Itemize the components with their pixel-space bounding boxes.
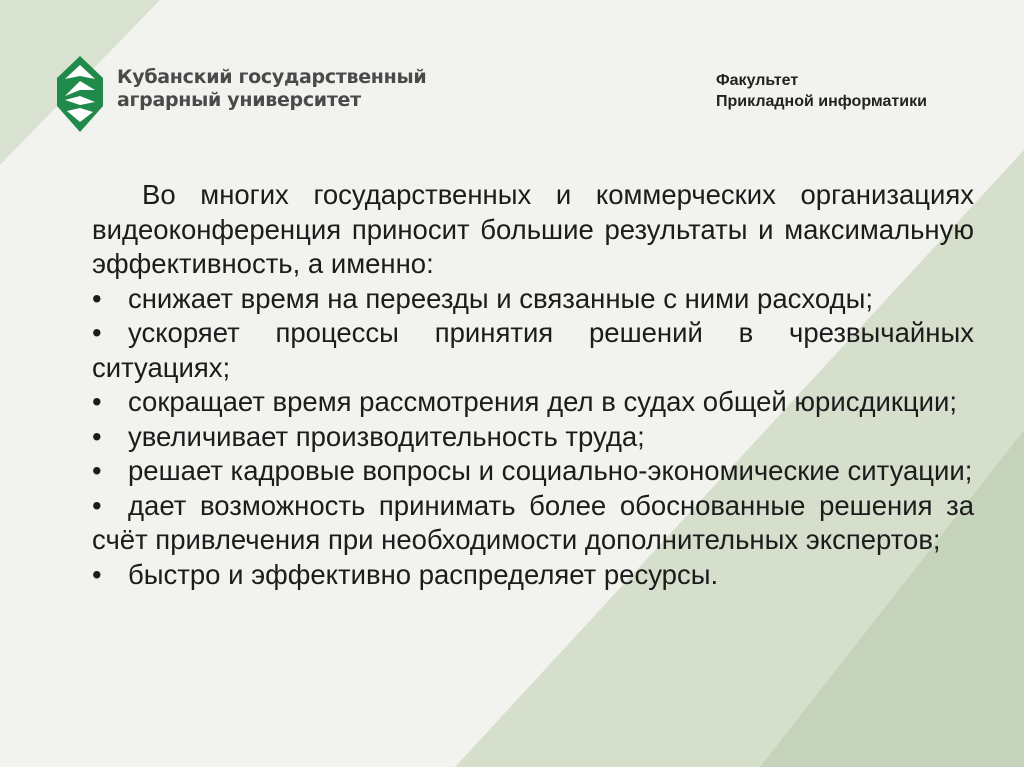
faculty-line1: Факультет	[716, 72, 799, 89]
list-item	[92, 489, 974, 558]
university-name-line1: Кубанский государственный	[117, 66, 427, 88]
bullet-marker: •	[92, 558, 102, 590]
list-item-text: решает кадровые вопросы и социально-экономические ситуации;	[128, 455, 973, 486]
faculty-line2: Прикладной информатики	[716, 93, 927, 110]
list-item	[92, 454, 974, 489]
list-item-text: быстро и эффективно распределяет ресурсы.	[128, 558, 719, 590]
faculty-name	[716, 70, 927, 112]
bullet-marker: •	[92, 420, 102, 452]
list-item-text: снижает время на переезды и связанные с ними расходы;	[128, 282, 873, 314]
list-item-text: ускоряет процессы принятия решений в чрезвычайных ситуациях;	[92, 317, 974, 383]
bullet-marker: •	[92, 282, 102, 314]
university-name-line2: аграрный университет	[117, 89, 361, 111]
bullet-marker: •	[92, 455, 102, 486]
bullet-marker: •	[92, 317, 102, 348]
bullet-marker: •	[92, 489, 102, 521]
bullet-marker: •	[92, 386, 102, 417]
list-item	[92, 282, 974, 317]
university-name	[117, 66, 426, 112]
intro-paragraph: Во многих государственных и коммерческих организациях видеоконференция приносит большие результаты и максимальную эффективность, а именно:	[92, 179, 974, 279]
list-item-text: увеличивает производительность труда;	[128, 420, 645, 452]
list-item	[92, 558, 974, 593]
benefits-list	[92, 282, 974, 593]
list-item	[92, 420, 974, 455]
list-item	[92, 316, 974, 385]
kubsau-leaf-logo-icon	[57, 56, 103, 132]
list-item-text: дает возможность принимать более обоснованные решения за счёт привлечения при необходимости дополнительных экспертов;	[92, 489, 974, 555]
list-item	[92, 385, 974, 420]
list-item-text: сокращает время рассмотрения дел в судах общей юрисдикции;	[128, 386, 958, 417]
slide-body	[92, 178, 974, 592]
